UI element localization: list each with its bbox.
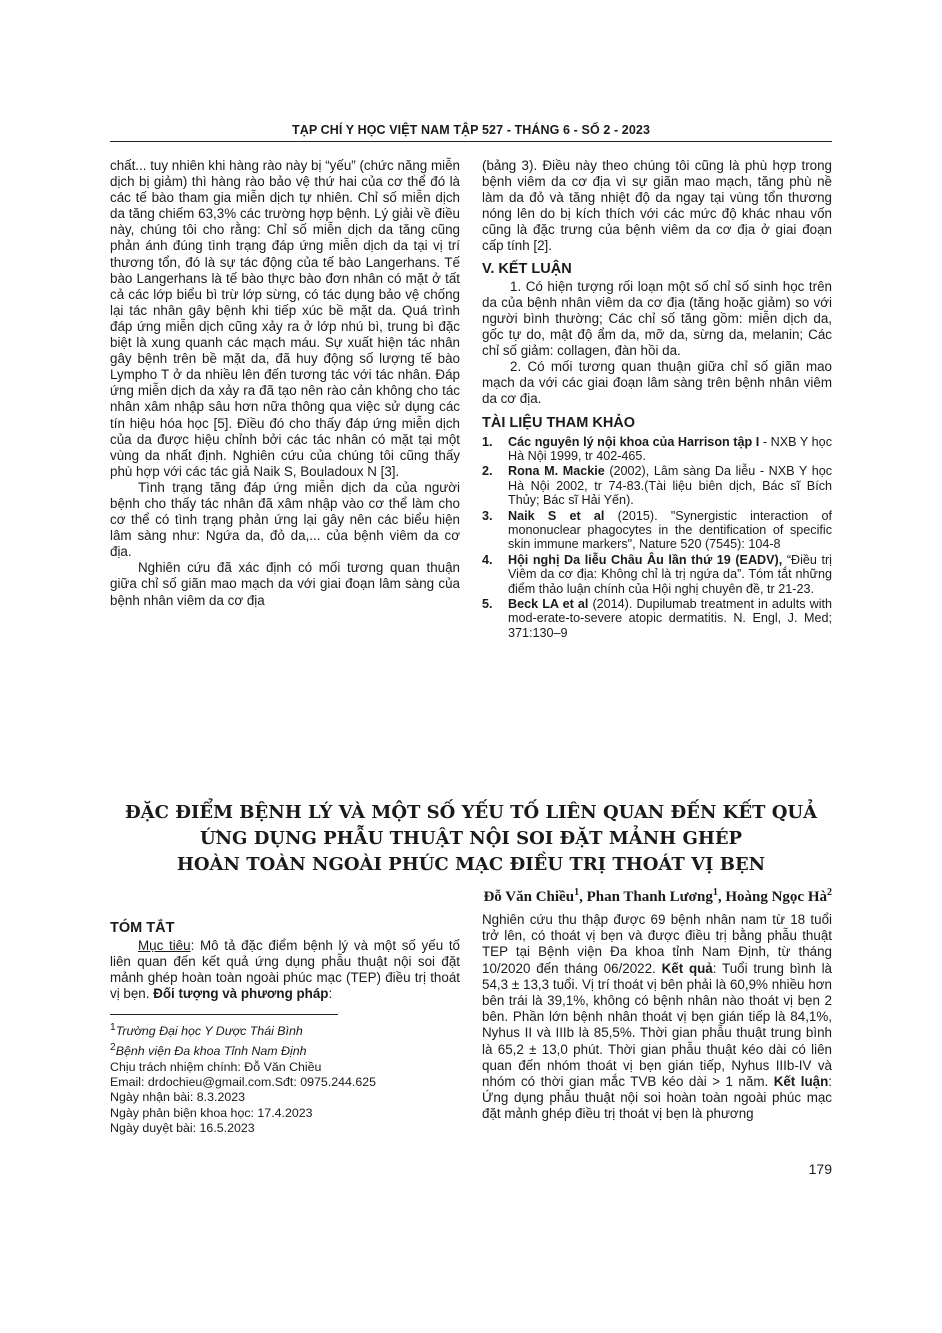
author-separator: , [579, 889, 587, 905]
reference-number: 4. [482, 552, 493, 567]
footnote-line: Ngày nhận bài: 8.3.2023 [110, 1090, 246, 1105]
article-title [110, 800, 832, 878]
reference-number: 1. [482, 434, 493, 449]
reference-number: 2. [482, 464, 493, 479]
paragraph: Tình trạng tăng đáp ứng miễn dịch da của người bệnh cho thấy tác nhân đã xâm nhập vào cơ thể làm cho cơ thể có tình trạng phản ứng lại gây nên các biểu hiện lâm sàng như: Ngứa da, đỏ da,... của bệnh viêm da cơ địa. [110, 479, 460, 560]
reference-detail: (2002), Lâm sàng Da liễu - NXB Y học Hà Nội 2002, tr 74-83.(Tài liệu biên dịch, Bác sĩ Bích Thủy; Bác sĩ Hải Yến). [508, 464, 832, 508]
author-name: Phan Thanh Lương [586, 889, 713, 905]
author-separator: , [717, 889, 726, 905]
reference-item [482, 597, 832, 640]
reference-detail: “Điều trị Viêm da cơ địa: Không chỉ là trị ngứa da”. Tóm tắt những điểm thảo luận chính của Hội nghị chuyên đề, tr 21-23. [508, 552, 832, 596]
author-name: Hoàng Ngọc Hà [725, 889, 827, 905]
affiliation-mark: 1 [712, 887, 718, 898]
abstract-paragraph [482, 912, 832, 1123]
references-heading: TÀI LIỆU THAM KHẢO [482, 415, 636, 432]
reference-author: Beck LA et al [508, 596, 589, 611]
footnote-mark: 1 [110, 1022, 116, 1034]
footnotes [110, 1020, 460, 1136]
abstract-text: : Tuổi trung bình là 54,3 ± 13,3 tuổi. Vị trí thoát vị bên phải là 60,9% nhiều hơn bên trái là 39,1%, không có bệnh nhân nào thoát vị bẹn 2 bên. Phần lớn bệnh nhân thoát vị bẹn gián tiếp là 84,1%, Nyhus II và IIIb là 85,5%. Thời gian phẫu thuật trung bình là 65,2 ± 13,0 phút. Thời gian phẫu thuật kéo dài có liên quan đến nhóm thoát vị bẹn gián tiếp, Nyhus IIIb-IV và nhóm có thời gian mắc TVB kéo dài > 1 năm. [482, 960, 832, 1090]
reference-detail: (2015). "Synergistic interaction of mononuclear phagocytes in the dentification of specific skin immune markers", Nature 520 (7545): 104-8 [508, 508, 832, 552]
paragraph: chất... tuy nhiên khi hàng rào này bị “yếu” (chức năng miễn dịch bị giảm) thì hàng rào bảo vệ thứ hai của cơ thể đó là các tế bào tham gia miễn dịch tự nhiên. Chỉ số miễn dịch da tăng chiếm 63,3% các trường hợp bệnh. Lý giải về điều này, chúng tôi cho rằng: Chỉ số miễn dịch da tăng cũng phản ánh đúng tình trạng đáp ứng miễn dịch da tại vị trí thương tổn, đó là sự tác động của tế bào Langerhans. Tế bào Langerhans là tế bào thực bào đơn nhân có mặt ở tất cả các lớp biểu bì trừ lớp sừng, có tác dụng bảo vệ chống lại tác nhân gây bệnh khi tiếp xúc bề mặt da. Quá trình đáp ứng miễn dịch cũng xảy ra ở lớp nhú bì, trung bì đặc biệt là xung quanh các mạch máu. Sự xuất hiện tác nhân gây bệnh trên bề mặt da, đã huy động số lượng tế bào Lympho T ở da nhiều lên đến tương tác với tác nhân. Đáp ứng miễn dịch da xảy ra đã tạo nên rào cản không cho tác nhân xâm nhập sâu hơn nữa thông qua việc sử dụng các tín hiệu hóa học [5]. Điều đó cho thấy đáp ứng miễn dịch của da được hiệu chỉnh bởi các tác nhân có mặt tại một vùng da nhất định. Nghiên cứu của chúng tôi cũng thấy phù hợp với các tác giả Naik S, Bouladoux N [3]. [110, 158, 460, 479]
conclusion-item: 1. Có hiện tượng rối loạn một số chỉ số sinh học trên da của bệnh nhân viêm da cơ địa (tăng hoặc giảm) so với người bình thường; Các chỉ số tăng gồm: miễn dịch da, gốc tự do, mật độ ẩm da, mỡ da, sừng da, melanin; Các chỉ số giảm: collagen, đàn hồi da. [482, 278, 832, 359]
journal-header: TẠP CHÍ Y HỌC VIỆT NAM TẬP 527 - THÁNG 6 - SỐ 2 - 2023 [291, 123, 651, 137]
footnote-affiliation [110, 1020, 460, 1040]
title-line: ỨNG DỤNG PHẪU THUẬT NỘI SOI ĐẶT MẢNH GHÉP [199, 828, 743, 849]
abstract-text: : Mô tả đặc điểm bệnh lý và một số yếu tố liên quan đến kết quả ứng dụng phẫu thuật nội soi đặt mảnh ghép hoàn toàn ngoài phúc mạc (TEP) điều trị thoát vị bẹn. [110, 938, 460, 1002]
footnote-affiliation [110, 1040, 460, 1060]
reference-list [482, 435, 832, 641]
reference-author: Hội nghị Da liễu Châu Âu lần thứ 19 (EADV), [508, 552, 783, 567]
abstract-heading: TÓM TẮT [110, 920, 175, 936]
abstract-label: Mục tiêu [138, 938, 191, 954]
reference-detail: - NXB Y học Hà Nội 1999, tr 402-465. [508, 434, 832, 463]
abstract-left-column [110, 920, 460, 1137]
reference-item [482, 464, 832, 507]
footnote-mark: 2 [110, 1042, 116, 1053]
paragraph: (bảng 3). Điều này theo chúng tôi cũng là phù hợp trong bệnh viêm da cơ địa vì sự giãn mao mạch, tăng phù nề làm da đỏ và tăng nhiệt độ da ngay tại vùng tổn thương nóng lên do bị kích thích với các mức độ khác nhau vốn cũng là đặc trưng của bệnh viêm da cơ địa ở giai đoạn cấp tính [2]. [482, 158, 832, 254]
footnote-text: Trường Đại học Y Dược Thái Bình [115, 1024, 303, 1039]
conclusion-item: 2. Có mối tương quan thuận giữa chỉ số giãn mao mạch da với các giai đoạn lâm sàng trên bệnh nhân viêm da cơ địa. [482, 359, 832, 407]
reference-item [482, 435, 832, 464]
abstract-text: : [328, 986, 333, 1002]
title-line: ĐẶC ĐIỂM BỆNH LÝ VÀ MỘT SỐ YẾU TỐ LIÊN QUAN ĐẾN KẾT QUẢ [124, 802, 818, 823]
abstract-label: Kết quả [661, 960, 713, 976]
author-name: Đỗ Văn Chiều [483, 889, 575, 905]
abstract-text: Nghiên cứu thu thập được 69 bệnh nhân nam từ 18 tuổi trở lên, có thoát vị bẹn và được điều trị bằng phẫu thuật TEP tại Bệnh viện Đa khoa tỉnh Nam Định, từ tháng 10/2020 đến tháng 06/2022. [482, 912, 832, 976]
reference-detail: (2014). Dupilumab treatment in adults with mod-erate-to-severe atopic dermatitis. N. Engl, J. Med; 371:130–9 [508, 596, 833, 640]
reference-item [482, 509, 832, 552]
footnote-line: Ngày phản biện khoa học: 17.4.2023 [110, 1105, 313, 1120]
footnote-rule [110, 1014, 338, 1015]
reference-item [482, 553, 832, 596]
footnote-line: Ngày duyệt bài: 16.5.2023 [110, 1121, 255, 1136]
abstract-right-column [482, 912, 832, 1123]
reference-author: Naik S et al [508, 508, 605, 523]
header-rule [110, 141, 832, 142]
footnote-text: Bệnh viện Đa khoa Tỉnh Nam Định [115, 1044, 307, 1059]
abstract-label: Kết luận [773, 1074, 829, 1090]
title-line: HOÀN TOÀN NGOÀI PHÚC MẠC ĐIỀU TRỊ THOÁT VỊ BẸN [176, 854, 766, 875]
abstract-label: Đối tượng và phương pháp [153, 986, 329, 1002]
reference-number: 5. [482, 596, 493, 611]
affiliation-mark: 1 [574, 887, 580, 898]
abstract-text: : Ứng dụng phẫu thuật nội soi hoàn toàn ngoài phúc mạc đặt mảnh ghép điều trị thoát vị bẹn là phương [482, 1074, 832, 1122]
abstract-paragraph [110, 938, 460, 1002]
paragraph: Nghiên cứu đã xác định có mối tương quan thuận giữa chỉ số giãn mao mạch da với giai đoạn lâm sàng của bệnh nhân viêm da cơ địa [110, 560, 460, 608]
reference-number: 3. [482, 508, 493, 523]
footnote-line: Email: drdochieu@gmail.com.Sđt: 0975.244.625 [110, 1074, 377, 1089]
right-column [482, 158, 832, 641]
footnote-line: Chịu trách nhiệm chính: Đỗ Văn Chiều [110, 1059, 322, 1074]
left-column [110, 158, 460, 609]
page-number: 179 [808, 1161, 832, 1177]
reference-author: Các nguyên lý nội khoa của Harrison tập I [508, 434, 760, 449]
section-heading: V. KẾT LUẬN [482, 260, 572, 277]
affiliation-mark: 2 [827, 887, 832, 898]
reference-author: Rona M. Mackie [508, 464, 605, 479]
author-list [110, 887, 832, 906]
